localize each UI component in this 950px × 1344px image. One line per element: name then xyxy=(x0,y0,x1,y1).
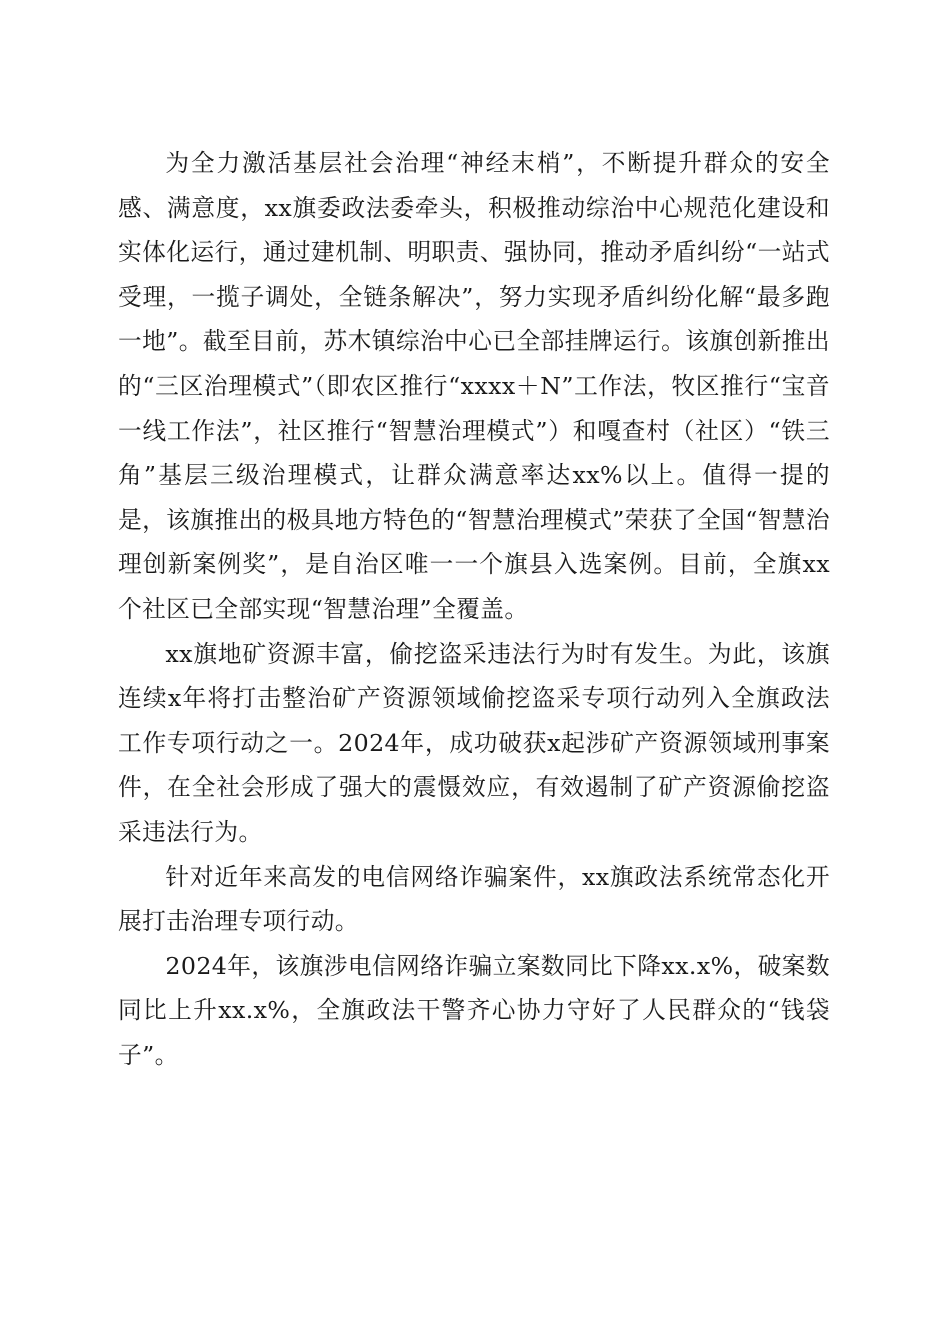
paragraph-telecom-fraud-results: 2024年，该旗涉电信网络诈骗立案数同比下降xx.x%，破案数同比上升xx.x%，全旗政法干警齐心协力守好了人民群众的“钱袋子”。 xyxy=(118,951,830,1069)
paragraph-mineral-resources: xx旗地矿资源丰富，偷挖盗采违法行为时有发生。为此，该旗连续x年将打击整治矿产资源领域偷挖盗采专项行动列入全旗政法工作专项行动之一。2024年，成功破获x起涉矿产资源领域刑事案件，在全社会形成了强大的震慑效应，有效遏制了矿产资源偷挖盗采违法行为。 xyxy=(118,639,830,846)
document-body xyxy=(118,141,830,1077)
paragraph-grassroots-governance: 为全力激活基层社会治理“神经末梢”，不断提升群众的安全感、满意度，xx旗委政法委牵头，积极推动综治中心规范化建设和实体化运行，通过建机制、明职责、强协同，推动矛盾纠纷“一站式受理，一揽子调处，全链条解决”，努力实现矛盾纠纷化解“最多跑一地”。截至目前，苏木镇综治中心已全部挂牌运行。该旗创新推出的“三区治理模式”（即农区推行“xxxx＋N”工作法，牧区推行“宝音一线工作法”，社区推行“智慧治理模式”）和嘎查村（社区）“铁三角”基层三级治理模式，让群众满意率达xx%以上。值得一提的是，该旗推出的极具地方特色的“智慧治理模式”荣获了全国“智慧治理创新案例奖”，是自治区唯一一个旗县入选案例。目前，全旗xx个社区已全部实现“智慧治理”全覆盖。 xyxy=(118,149,830,623)
paragraph-telecom-fraud-action: 针对近年来高发的电信网络诈骗案件，xx旗政法系统常态化开展打击治理专项行动。 xyxy=(118,862,830,936)
